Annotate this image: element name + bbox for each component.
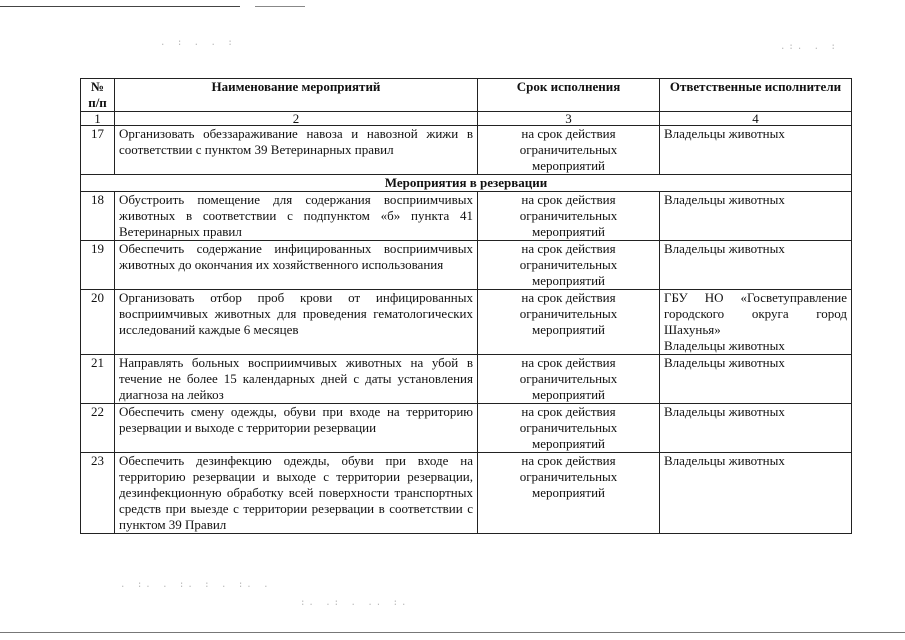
scan-noise-top: . : . . : [160,38,236,48]
row-number: 22 [81,404,115,453]
row-number: 20 [81,290,115,355]
header-number: № п/п [81,79,115,112]
header-responsible: Ответственные исполнители [660,79,852,112]
scan-artifact-top-left [0,6,240,7]
row-deadline: на срок действия ограничительных мероприятий [478,355,660,404]
table-row [81,453,852,534]
row-action: Организовать отбор проб крови от инфицированных восприимчивых животных для проведения гематологических исследований каждые 6 месяцев [115,290,478,355]
row-action: Направлять больных восприимчивых животных на убой в течение не более 15 календарных дней с даты установления диагноза на лейкоз [115,355,478,404]
column-number: 4 [660,112,852,126]
row-action: Организовать обеззараживание навоза и навозной жижи в соответствии с пунктом 39 Ветеринарных правил [115,126,478,175]
row-responsible: Владельцы животных [660,404,852,453]
row-number: 21 [81,355,115,404]
row-responsible: Владельцы животных [660,453,852,534]
row-responsible-cell [660,290,852,355]
measures-table [80,78,852,534]
row-number: 23 [81,453,115,534]
scan-artifact-bottom [0,632,905,633]
column-number: 1 [81,112,115,126]
row-action: Обеспечить дезинфекцию одежды, обуви при входе на территорию резервации и выходе с территории резервации, дезинфекционную обработку всей поверхности транспортных средств при выезде с территории резервации в соответствии с пунктом 39 Правил [115,453,478,534]
row-number: 19 [81,241,115,290]
table-row [81,192,852,241]
row-responsible: Владельцы животных [660,241,852,290]
section-header-row [81,175,852,192]
row-action: Обеспечить содержание инфицированных восприимчивых животных до окончания их хозяйственного использования [115,241,478,290]
row-action: Обеспечить смену одежды, обуви при входе на территорию резервации и выходе с территории резервации [115,404,478,453]
row-responsible-secondary: Владельцы животных [664,338,785,353]
row-deadline: на срок действия ограничительных мероприятий [478,126,660,175]
row-responsible: Владельцы животных [660,355,852,404]
row-deadline: на срок действия ограничительных мероприятий [478,290,660,355]
row-responsible: ГБУ НО «Госветуправление городского округа город Шахунья» [664,290,847,337]
row-deadline: на срок действия ограничительных мероприятий [478,241,660,290]
table-row [81,355,852,404]
table-row [81,404,852,453]
table-row [81,126,852,175]
row-responsible: Владельцы животных [660,126,852,175]
row-number: 17 [81,126,115,175]
row-deadline: на срок действия ограничительных мероприятий [478,404,660,453]
scan-noise-top-right: .:. . : [780,42,839,52]
column-number: 2 [115,112,478,126]
section-title: Мероприятия в резервации [81,175,852,192]
table-row [81,290,852,355]
header-action: Наименование мероприятий [115,79,478,112]
row-number: 18 [81,192,115,241]
table-header-row [81,79,852,112]
header-deadline: Срок исполнения [478,79,660,112]
column-number-row [81,112,852,126]
row-deadline: на срок действия ограничительных мероприятий [478,192,660,241]
row-action: Обустроить помещение для содержания восприимчивых животных в соответствии с подпунктом «б» пункта 41 Ветеринарных правил [115,192,478,241]
scan-noise-bottom-2: :. .: . .. :. [300,598,410,608]
scan-noise-bottom: . :. . :. : . :. . [120,580,272,590]
table-row [81,241,852,290]
column-number: 3 [478,112,660,126]
scan-artifact-top-mid [255,6,305,7]
row-responsible: Владельцы животных [660,192,852,241]
row-deadline: на срок действия ограничительных мероприятий [478,453,660,534]
